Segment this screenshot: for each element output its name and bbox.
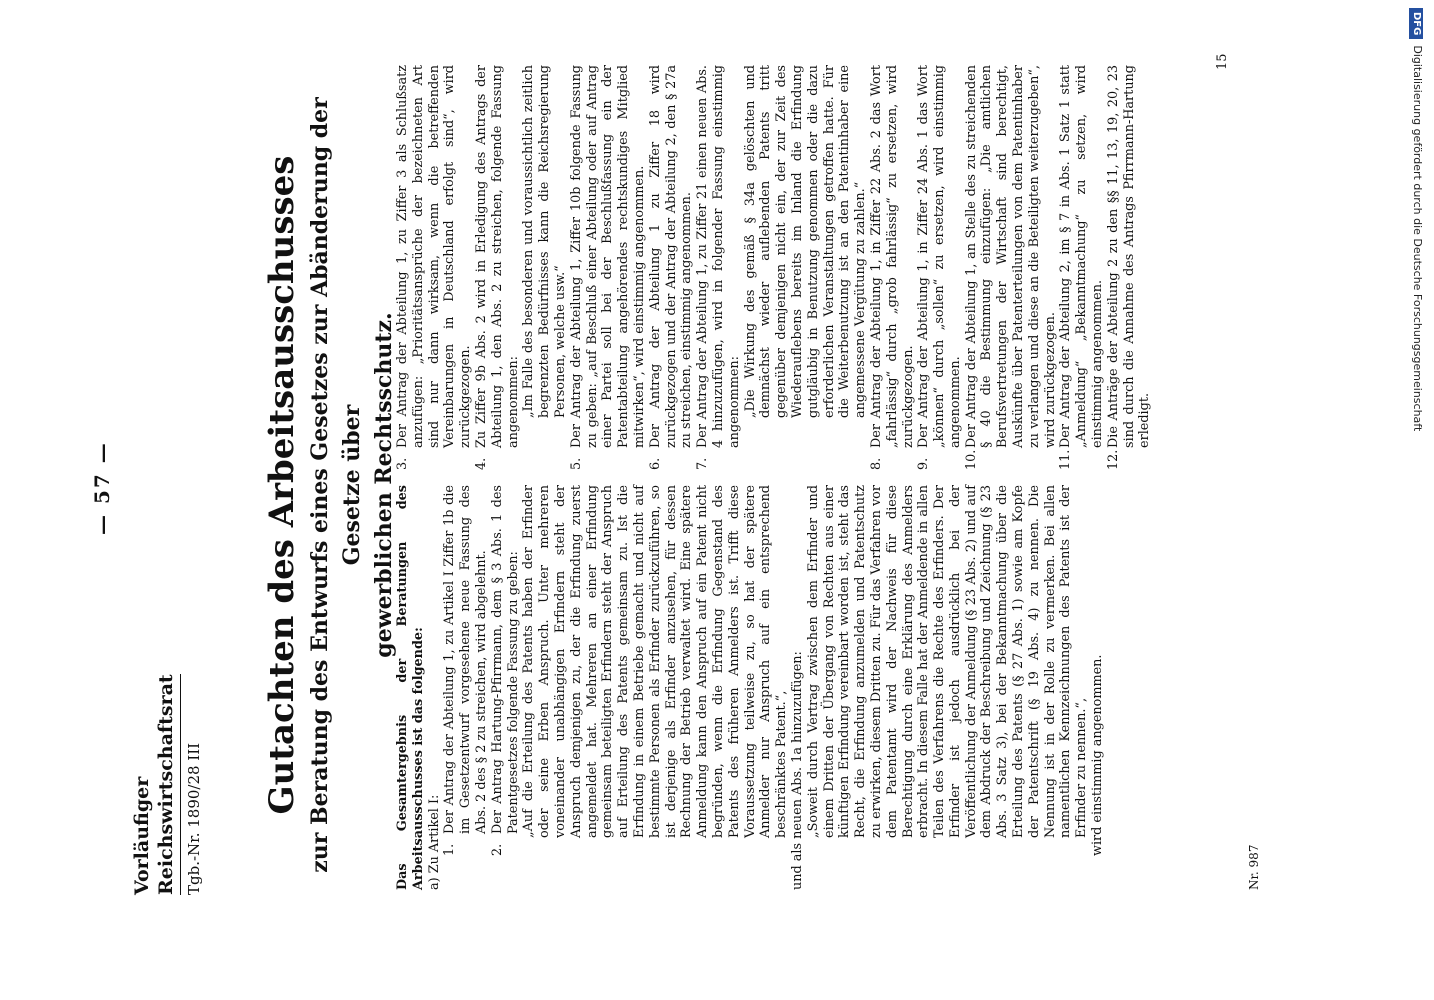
funding-text: Digitalisierung gefördert durch die Deutsche Forschungsgemeinschaft xyxy=(1411,45,1424,432)
list-item: 2. Der Antrag Hartung-Pfirrmann, dem § 3 Abs. 1 des Patentgesetzes folgende Fassung zu geben: xyxy=(489,485,521,856)
title-line-3: gewerblichen Rechtsschutz. xyxy=(371,312,397,658)
document-page xyxy=(25,15,1415,975)
section-a: a) Zu Artikel I: xyxy=(426,794,442,890)
document-title xyxy=(260,55,400,915)
funding-sidebar xyxy=(1408,8,1434,993)
intro-text: Das Gesamtergebnis der Beratungen des Arbeitsausschusses ist das folgende: xyxy=(395,485,426,890)
list-item: 12. Die Anträge der Abteilung 2 zu den §§ 11, 13, 19, 20, 23 sind durch die Annahme des Antrags Pfirrmann-Hartung erledigt. xyxy=(1105,65,1153,470)
quoted-text: „Auf die Erteilung des Patents haben der Erfinder oder seine Erben Anspruch. Unter mehreren voneinander unabhängigen Erfindern steht der Anspruch demjenigen zu, der die Erfindung zuerst angemeldet hat. Mehreren an einer Erfindung gemeinsam beteiligten Erfindern steht der Anspruch auf Erteilung des Patents gemeinsam zu. Ist die Erfindung in einem Betriebe gemacht und nicht auf bestimmte Personen als Erfinder zurückzuführen, so ist derjenige als Erfinder anzusehen, für dessen Rechnung der Betrieb verwaltet wird. Eine spätere Anmeldung kann den Anspruch auf ein Patent nicht begründen, wenn die Erfindung Gegenstand des Patents des früheren Anmelders ist. Trifft diese Voraussetzung teilweise zu, so hat der spätere Anmelder nur Anspruch auf ein entsprechend beschränktes Patent.“, xyxy=(521,485,790,838)
list-item: 6. Der Antrag der Abteilung 1 zu Ziffer 18 wird zurückgezogen und der Antrag der Abteilung 2, den § 27a zu streichen, einstimmig angenommen. xyxy=(647,65,695,470)
quoted-text: „Soweit durch Vertrag zwischen dem Erfinder und einem Dritten der Übergang von Rechten aus einer künftigen Erfindung vereinbart worden ist, steht das Recht, die Erfindung anzumelden und Patentschutz zu erwirken, diesem Dritten zu. Für das Verfahren vor dem Patentamt wird der Nachweis für diese Berechtigung durch eine Erklärung des Anmelders erbracht. In diesem Falle hat der Anmeldende in allen Teilen des Verfahrens die Rechte des Erfinders. Der Erfinder ist jedoch ausdrücklich bei der Veröffentlichung der Anmeldung (§ 23 Abs. 2) und auf dem Abdruck der Beschreibung und Zeichnung (§ 23 Abs. 3 Satz 3), bei der Bekanntmachung über die Erteilung des Patents (§ 27 Abs. 1) sowie am Kopfe der Patentschrift (§ 19 Abs. 4) zu nennen. Die Nennung ist in der Rolle zu vermerken. Bei allen namentlichen Kennzeichnungen des Patents ist der Erfinder zu nennen.“, xyxy=(805,485,1090,838)
reference-number: Tgb.-Nr. 1890/28 III xyxy=(185,742,203,895)
quoted-text: „Im Falle des besonderen und voraussichtlich zeitlich begrenzten Bedürfnisses kann die Reichsregierung Personen, welche usw.“ xyxy=(521,65,568,418)
page-number: — 57 — xyxy=(90,441,114,535)
list-item: 1. Der Antrag der Abteilung 1, zu Artikel I Ziffer 1b die im Gesetzentwurf vorgesehene neue Fassung des Abs. 2 des § 2 zu streichen, wird abgelehnt. xyxy=(442,485,489,856)
title-line-1: Gutachten des Arbeitsausschusses xyxy=(262,155,302,815)
list-item: 3. Der Antrag der Abteilung 1, zu Ziffer 3 als Schlußsatz anzufügen: „Prioritätsansprüche der bezeichneten Art sind nur dann wirksam, wenn die betreffenden Vereinbarungen in Deutschland erfolgt sind“, wird zurückgezogen. xyxy=(395,65,474,470)
body-text: wird einstimmig angenommen. xyxy=(1090,654,1106,856)
list-item: 5. Der Antrag der Abteilung 1, Ziffer 10b folgende Fassung zu geben: „auf Beschluß einer Abteilung oder auf Antrag einer Partei soll bei der Beschlußfassung ein der Patentabteilung angehörendes rechtskundiges Mitglied mitwirken“, wird einstimmig angenommen. xyxy=(568,65,647,470)
left-column xyxy=(395,485,1106,890)
footer-number: Nr. 987 xyxy=(1247,844,1261,890)
list-item: 8. Der Antrag der Abteilung 1, in Ziffer 22 Abs. 2 das Wort „fahrlässig“ durch „grob fahrlässig“ zu ersetzen, wird zurückgezogen. xyxy=(868,65,916,470)
list-item: 9. Der Antrag der Abteilung 1, in Ziffer 24 Abs. 1 das Wort „können“ durch „sollen“ zu ersetzen, wird einstimmig angenommen. xyxy=(916,65,963,470)
list-item: 4. Zu Ziffer 9b Abs. 2 wird in Erledigung des Antrags der Abteilung 1, den Abs. 2 zu streichen, folgende Fassung angenommen: xyxy=(473,65,521,470)
body-text: und als neuen Abs. 1a hinzuzufügen: xyxy=(789,651,805,890)
list-item: 11. Der Antrag der Abteilung 2, im § 7 in Abs. 1 Satz 1 statt „Anmeldung“ „Bekanntmachung“ zu setzen, wird einstimmig angenommen. xyxy=(1058,65,1106,470)
title-line-2: zur Beratung des Entwurfs eines Gesetzes zur Abänderung der Gesetze über xyxy=(307,97,365,873)
list-item: 7. Der Antrag der Abteilung 1, zu Ziffer 21 einen neuen Abs. 4 hinzuzufügen, wird in folgender Fassung einstimmig angenommen: xyxy=(695,65,742,470)
issuer-line-2: Reichswirtschaftsrat xyxy=(155,674,177,895)
footer-page: 15 xyxy=(1215,53,1230,70)
quoted-text: „Die Wirkung des gemäß § 34a gelöschten und demnächst wieder auflebenden Patents tritt gegenüber demjenigen nicht ein, der zur Zeit des Wiederauflebens bereits im Inland die Erfindung gutgläubig in Benutzung genommen oder die dazu erforderlichen Veranstaltungen getroffen hatte. Für die Weiterbenutzung ist an den Patentinhaber eine angemessene Vergütung zu zahlen.“ xyxy=(742,65,869,418)
issuer-header xyxy=(130,674,181,895)
dfg-logo: DFG xyxy=(1409,8,1423,39)
issuer-line-1: Vorläufiger xyxy=(131,776,153,895)
list-item: 10. Der Antrag der Abteilung 1, an Stelle des zu streichenden § 40 die Bestimmung einzufügen: „Die amtlichen Berufsvertretungen der Wirtschaft sind berechtigt, Auskünfte über Patenterteilungen von dem Patentinhaber zu verlangen und diese an die Beteiligten weiterzugeben“, wird zurückgezogen. xyxy=(963,65,1058,470)
funding-label xyxy=(1404,8,1430,993)
right-column xyxy=(395,65,1153,470)
